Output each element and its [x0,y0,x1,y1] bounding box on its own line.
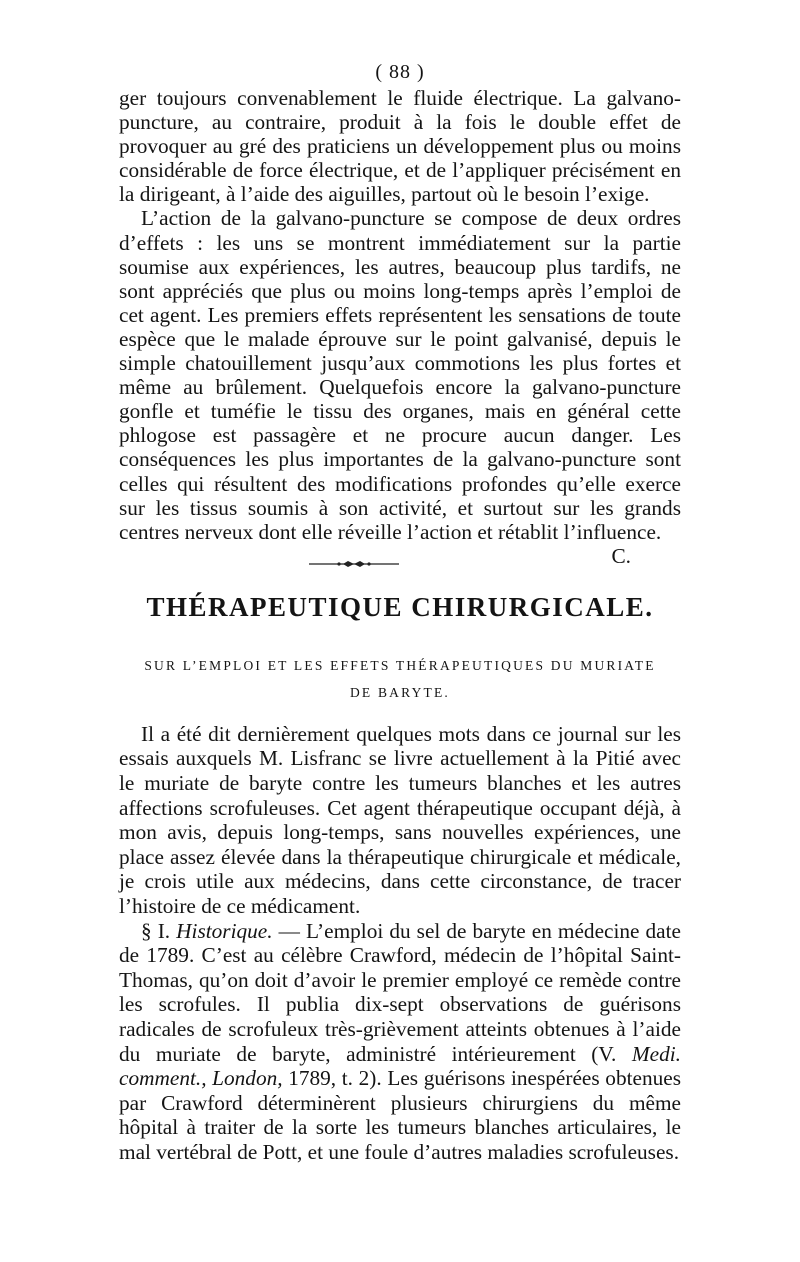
article-paragraph-1: Il a été dit dernièrement quelques mots dans ce journal sur les essais auxquels M. Lisfranc se livre actuellement à la Pitié avec le muriate de baryte contre les tumeurs blanches et les autres affections scrofuleuses. Cet agent thérapeutique occupant déjà, à mon avis, depuis long-temps, sans nouvelles expériences, une place assez élevée dans la thérapeutique chirurgicale et médicale, je crois utile aux médecins, dans cette circonstance, de tracer l’histoire de ce médicament. [119,721,681,918]
article-title-line-1: SUR L’EMPLOI ET LES EFFETS THÉRAPEUTIQUES DU MURIATE [144,657,656,673]
article-title-line-2: DE BARYTE. [349,684,450,700]
historique-text-b: 1789, t. 2). Les guérisons inespérées obtenues par Crawford déterminèrent plusieurs chirurgiens du même hôpital à traiter de la sorte les tumeurs blanches articulaires, le mal vertébral de Pott, et une foule d’autres maladies scrofuleuses. [119,1066,681,1164]
galvano-puncture-text: L’action de la galvano-puncture se compose de deux ordres d’effets : les uns se montrent immédiatement sur la partie soumise aux expériences, les autres, beaucoup plus tardifs, ne sont appréciés que plus ou moins long-temps après l’emploi de cet agent. Les premiers effets représentent les sensations de toute espèce que le malade éprouve sur le point galvanisé, depuis le simple chatouillement jusqu’aux commotions les plus fortes et même au brûlement. Quelquefois encore la galvano-puncture gonfle et tuméfie le tissu des organes, mais en général cette phlogose est passagère et ne procure aucun danger. Les conséquences les plus importantes de la galvano-puncture sont celles qui résultent des modifications profondes qu’elle exerce sur les tissus soumis à son activité, et surtout sur les grands centres nerveux dont elle réveille l’action et rétablit l’influence. [119,206,681,544]
page-number: ( 88 ) [375,61,425,83]
article-title [119,652,681,706]
page [119,58,681,1164]
ornamental-divider [119,544,589,584]
historique-text-a: — L’emploi du sel de baryte en médecine date de 1789. C’est au célèbre Crawford, médecin de l’hôpital Saint-Thomas, qu’on doit d’avoir le premier employé ce remède contre les scrofules. Il publia dix-sept observations de guérisons radicales de scrofuleux très-grièvement atteints obtenues à l’aide du muriate de baryte, administré intérieurement (V. [119,918,681,1066]
article-body [119,722,681,1165]
article-paragraph-2 [119,919,681,1165]
historique-subheading: Historique. [176,918,273,943]
citation: Medi. comment., London, [119,1041,681,1091]
section-mark: § I. [141,918,171,943]
continuation-paragraph: ger toujours convenablement le fluide électrique. La galvano-puncture, au contraire, produit à la fois le double effet de provoquer au gré des praticiens un développement plus ou moins considérable de force électrique, et de l’appliquer précisément en la dirigeant, à l’aide des aiguilles, partout où le besoin l’exige. [119,86,681,207]
author-signature: C. [611,543,631,568]
galvano-puncture-paragraph [119,206,681,568]
section-heading: THÉRAPEUTIQUE CHIRURGICALE. [146,591,654,622]
divider-ornament-icon [309,559,399,569]
